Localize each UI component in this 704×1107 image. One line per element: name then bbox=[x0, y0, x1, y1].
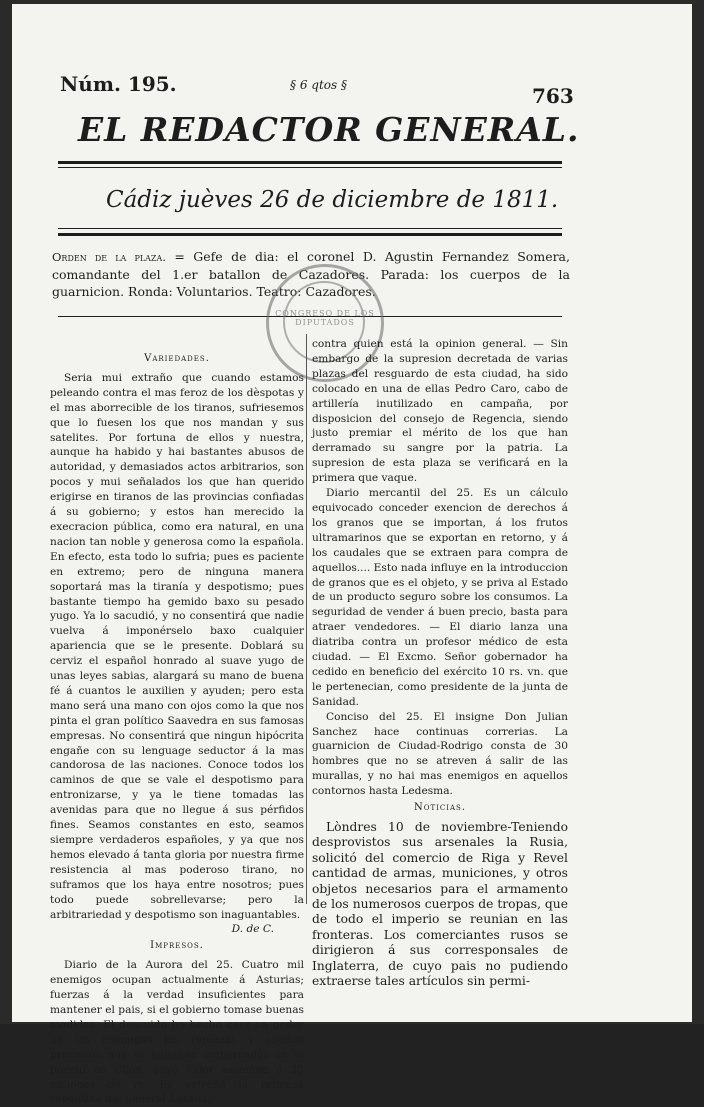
conciso-article: Conciso del 25. El insigne Don Julian Sanchez hace continuas correrias. La guarnicion de Ciudad-Rodrigo consta de 30 hombres que no se atreven á salir de las murallas, y no hai mas enemigos en aquellos contornos hasta Ledesma. bbox=[312, 710, 568, 798]
issue-number: Núm. 195. bbox=[60, 72, 177, 96]
orden-label: Orden de la plaza. bbox=[52, 250, 166, 264]
left-column bbox=[50, 350, 304, 1107]
continued-article: contra quien está la opinion general. — Sin embargo de la supresion decretada de varias plazas del resguardo de esta ciudad, ha sido colocado en una de ellas Pedro Caro, cabo de artillería inutilizado en campaña, por disposicion del consejo de Regencia, siendo justo premiar el mérito de los que han derramado su sangre por la patria. La supresion de esta plaza se verificará en la primera que vaque. bbox=[312, 338, 568, 485]
dateline: Cádiz juèves 26 de diciembre de 1811. bbox=[106, 187, 559, 213]
masthead-rule-thin bbox=[58, 167, 562, 168]
seal-text: CONGRESO DE LOS DIPUTADOS bbox=[275, 309, 375, 327]
noticias-article: Lòndres 10 de noviembre-Teniendo desprovistos sus arsenales la Rusia, solicitó del comercio de Riga y Revel cantidad de armas, municiones, y otros objetos necesarios para el armamento de los numerosos cuerpos de tropas, que de todo el imperio se reunian en las fronteras. Los comerciantes rusos se dirigieron á sus corresponsales de Inglaterra, de cuyo pais no pudiendo extraerse tales artículos sin permi- bbox=[312, 820, 568, 989]
newspaper-page bbox=[12, 4, 692, 1106]
masthead-title: EL REDACTOR GENERAL. bbox=[78, 110, 580, 149]
masthead-rule-top bbox=[58, 161, 562, 164]
dateline-rule-thick bbox=[58, 233, 562, 236]
impresos-article: Diario de la Aurora del 25. Cuatro mil enemigos ocupan actualmente á Asturias; fuerzas á la verdad insuficientes para mantener el pais, si el gobierno tomase buenas medidas. El descuido ha hecho caer en poder de los enemigos las riquezas y objetos preciosos que se hallaban embarcados en el puerto de Gijon, cuyo valor asciende á 30 millones de rs. Es extraña la retirada repentina del general Losada, bbox=[50, 959, 304, 1106]
variedades-heading: Variedades. bbox=[144, 353, 210, 364]
dateline-rule-thin bbox=[58, 228, 562, 229]
noticias-heading: Noticias. bbox=[413, 802, 467, 814]
variedades-article: Seria mui extraño que cuando estamos peleando contra el mas feroz de los dèspotas y el mas aborrecible de los tiranos, sufriesemos que lo fuesen los que nos mandan y sus satelites. Por fortuna de ellos y nuestra, aunque ha habido y hai bastantes abusos de autoridad, y demasiados actos arbitrarios, son pocos y mui señalados los que han querido erigirse en tiranos de las provincias confiadas á su gobierno; y estos han merecido la execracion pública, como era natural, en una nacion tan noble y generosa como la española. En efecto, esta todo lo sufria; pues es paciente en extremo; pero de ninguna manera soportará mas la tiranía y despotismo; pues bastante tiempo ha gemido baxo su pesado yugo. Ya lo sacudió, y no consentirá que nadie vuelva á imponérselo baxo cualquier apariencia que se le presente. Doblará su cerviz el español honrado al suave yugo de unas leyes sabias, alargará su mano de buena fé á cuantos le auxilien y ayuden; pero esta mano será una mano con ojos como la que nos pinta el gran político Saavedra en sus famosas empresas. No consentirá que ningun hipócrita engañe con su lenguage seductor á la mas candorosa de las naciones. Conoce todos los caminos de que se vale el despotismo para entronizarse, y ya le tiene tomadas las avenidas para que no llegue á sus pérfidos fines. Seamos constantes en esto, seamos siempre verdaderos españoles, y ya que nos hemos elevado á tanta gloria por nuestra firme resistencia al mas poderoso tirano, no suframos que los haya entre nosotros; pues todo puede sobrellevarse; pero la arbitrariedad y despotismo son inaguantables. bbox=[50, 371, 304, 921]
orden-text: = Gefe de dia: el coronel D. Agustin Fernandez Somera, comandante del 1.er batallon de Cazadores. Parada: los cuerpos de la guarnicion. Ronda: Voluntarios. Teatro: Cazadores. bbox=[52, 249, 570, 299]
impresos-heading: Impresos. bbox=[150, 940, 204, 952]
diario-mercantil-article: Diario mercantil del 25. Es un cálculo equivocado conceder exencion de derechos á los granos que se importan, á los frutos ultramarinos que se exportan en retorno, y á los caudales que se extraen para compra de aquellos.... Esto nada influye en la introduccion de granos que es el objeto, y se priva al Estado de un producto seguro sobre los consumos. La seguridad de vender á buen precio, basta para atraer vendedores. — El diario lanza una diatriba contra un profesor médico de esta ciudad. — El Excmo. Señor gobernador ha cedido en beneficio del exército 10 rs. vn. que le pertenecian, como presidente de la junta de Sanidad. bbox=[312, 487, 568, 708]
right-column bbox=[312, 337, 568, 989]
article-signature: D. de C. bbox=[231, 923, 274, 936]
page-number: 763 bbox=[532, 84, 574, 108]
column-divider bbox=[306, 334, 307, 904]
issue-price: § 6 qtos § bbox=[290, 78, 347, 92]
